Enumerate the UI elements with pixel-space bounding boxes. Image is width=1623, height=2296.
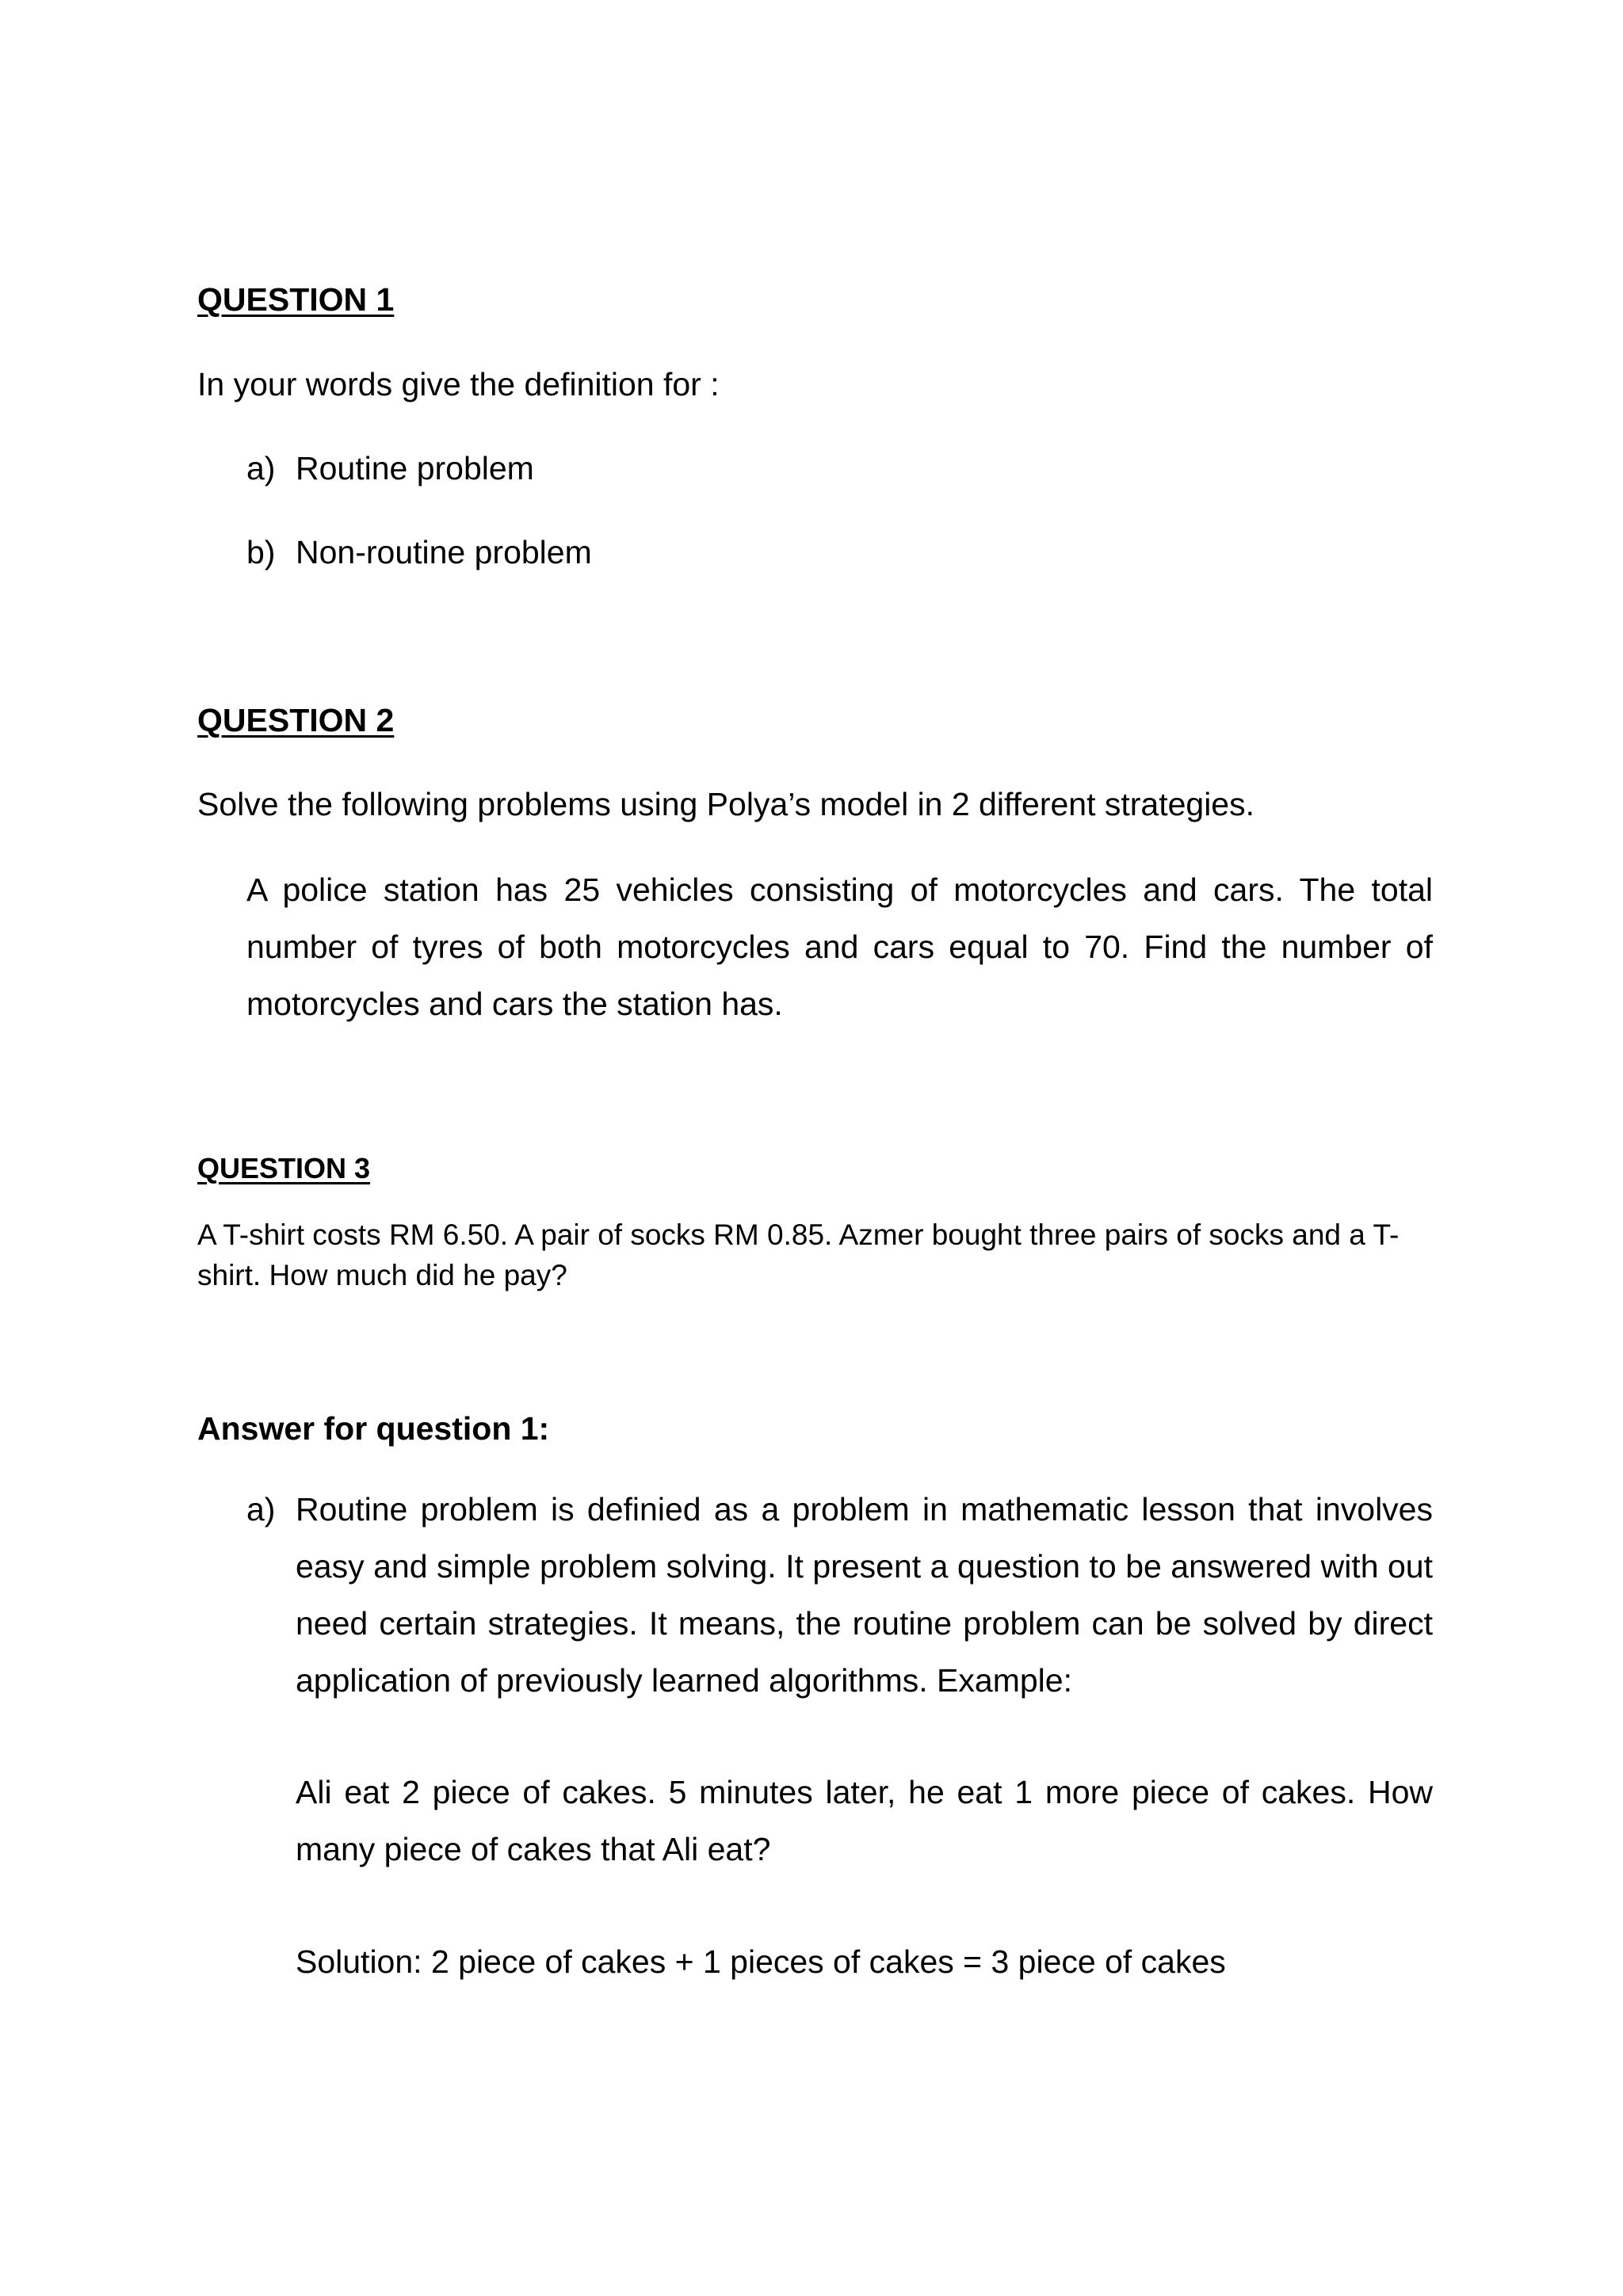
- list-marker: b): [246, 534, 276, 570]
- question-1-item-a: [246, 452, 534, 485]
- question-1-item-b: [246, 536, 592, 569]
- answer-1-solution: Solution: 2 piece of cakes + 1 pieces of cakes = 3 piece of cakes: [296, 1943, 1226, 1980]
- answer-1-definition: Routine problem is definied as a problem in mathematic lesson that involves easy and simple problem solving. It present a question to be answered with out need certain strategies. It means, the routine problem can be solved by direct application of previously learned algorithms. Example:: [296, 1491, 1433, 1699]
- list-item-text: Non-routine problem: [296, 534, 592, 570]
- question-2-prompt: Solve the following problems using Polya’s model in 2 different strategies.: [197, 786, 1255, 822]
- question-3-problem: A T-shirt costs RM 6.50. A pair of socks RM 0.85. Azmer bought three pairs of socks and a T-shirt. How much did he pay?: [197, 1219, 1400, 1291]
- list-marker: a): [246, 450, 276, 486]
- answer-1-heading: Answer for question 1:: [197, 1410, 550, 1447]
- question-2-problem: A police station has 25 vehicles consisting of motorcycles and cars. The total number of tyres of both motorcycles and cars equal to 70. Find the number of motorcycles and cars the station has.: [246, 871, 1433, 1022]
- list-marker: a): [246, 1491, 276, 1527]
- question-3-heading: QUESTION 3: [197, 1152, 371, 1184]
- question-2-heading: QUESTION 2: [197, 702, 395, 738]
- answer-1-item-a: [246, 1481, 1433, 1709]
- list-item-text: Routine problem: [296, 450, 534, 486]
- answer-1-example: Ali eat 2 piece of cakes. 5 minutes later, he eat 1 more piece of cakes. How many piece of cakes that Ali eat?: [296, 1774, 1433, 1867]
- question-1-prompt: In your words give the definition for :: [197, 366, 720, 402]
- question-1-heading: QUESTION 1: [197, 281, 395, 318]
